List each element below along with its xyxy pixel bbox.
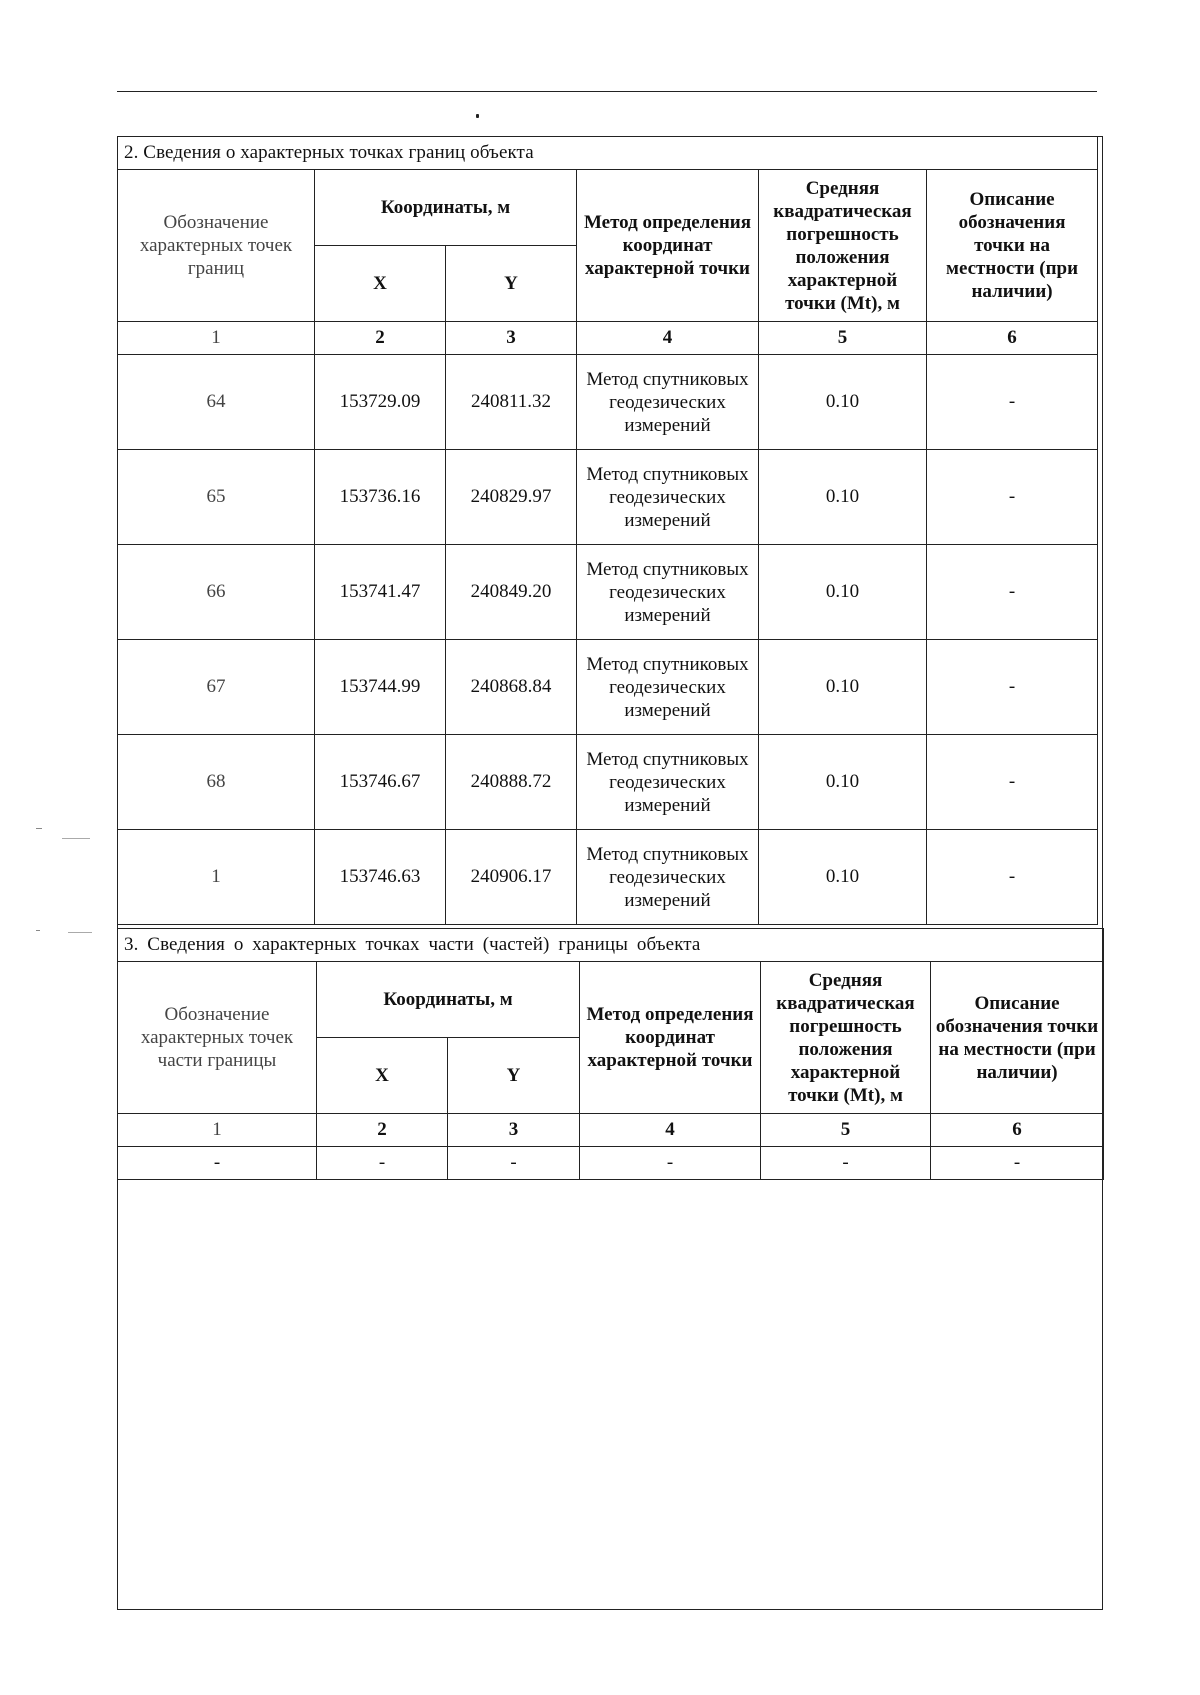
col-point-header: Обозначение характерных точек части границы <box>118 962 317 1114</box>
col-x-header: X <box>317 1038 448 1114</box>
description-cell: - <box>927 640 1098 735</box>
error-cell: 0.10 <box>759 545 927 640</box>
error-cell: 0.10 <box>759 450 927 545</box>
description-cell: - <box>927 545 1098 640</box>
method-cell: - <box>580 1147 761 1180</box>
section3-numbers-row <box>118 1114 1104 1147</box>
x-cell: 153741.47 <box>315 545 446 640</box>
col-point-header: Обозначение характерных точек границ <box>118 170 315 322</box>
section3-table <box>117 928 1104 1180</box>
col-coords-header: Координаты, м <box>317 962 580 1038</box>
y-cell: 240829.97 <box>446 450 577 545</box>
col-x-header: X <box>315 246 446 322</box>
error-cell: - <box>761 1147 931 1180</box>
col-number: 4 <box>577 322 759 355</box>
col-error-header: Средняя квадратическая погрешность положения характерной точки (Mt), м <box>761 962 931 1114</box>
description-cell: - <box>927 735 1098 830</box>
col-number: 3 <box>448 1114 580 1147</box>
col-number: 1 <box>118 1114 317 1147</box>
col-y-header: Y <box>448 1038 580 1114</box>
point-cell: 1 <box>118 830 315 925</box>
method-cell: Метод спутниковых геодезических измерений <box>577 830 759 925</box>
scan-speck <box>62 838 90 839</box>
col-number: 3 <box>446 322 577 355</box>
point-cell: 68 <box>118 735 315 830</box>
section2-header-row <box>118 170 1098 246</box>
description-cell: - <box>927 830 1098 925</box>
dot-mark <box>476 114 479 118</box>
col-error-header: Средняя квадратическая погрешность положения характерной точки (Mt), м <box>759 170 927 322</box>
y-cell: 240906.17 <box>446 830 577 925</box>
method-cell: Метод спутниковых геодезических измерений <box>577 735 759 830</box>
error-cell: 0.10 <box>759 355 927 450</box>
section3-header-row <box>118 962 1104 1038</box>
x-cell: 153736.16 <box>315 450 446 545</box>
table-row <box>118 830 1098 925</box>
method-cell: Метод спутниковых геодезических измерений <box>577 450 759 545</box>
col-y-header: Y <box>446 246 577 322</box>
point-cell: 67 <box>118 640 315 735</box>
col-method-header: Метод определения координат характерной точки <box>580 962 761 1114</box>
error-cell: 0.10 <box>759 640 927 735</box>
y-cell: 240811.32 <box>446 355 577 450</box>
section3-title-row <box>118 929 1104 962</box>
table-row <box>118 450 1098 545</box>
x-cell: 153744.99 <box>315 640 446 735</box>
section2-numbers-row <box>118 322 1098 355</box>
col-number: 2 <box>315 322 446 355</box>
col-number: 2 <box>317 1114 448 1147</box>
table-row <box>118 640 1098 735</box>
col-number: 6 <box>927 322 1098 355</box>
section2-table <box>117 136 1098 925</box>
y-cell: 240888.72 <box>446 735 577 830</box>
point-cell: 65 <box>118 450 315 545</box>
error-cell: 0.10 <box>759 735 927 830</box>
method-cell: Метод спутниковых геодезических измерений <box>577 640 759 735</box>
y-cell: 240849.20 <box>446 545 577 640</box>
section3-title: 3. Сведения о характерных точках части (частей) границы объекта <box>118 929 1104 962</box>
scan-speck <box>36 930 40 931</box>
table-row <box>118 545 1098 640</box>
section2-title-row <box>118 137 1098 170</box>
error-cell: 0.10 <box>759 830 927 925</box>
point-cell: 66 <box>118 545 315 640</box>
table-row <box>118 735 1098 830</box>
blank-area <box>117 1180 1103 1610</box>
col-description-header: Описание обозначения точки на местности (при наличии) <box>931 962 1104 1114</box>
description-cell: - <box>927 450 1098 545</box>
y-cell: - <box>448 1147 580 1180</box>
scan-speck <box>68 932 92 933</box>
x-cell: 153746.67 <box>315 735 446 830</box>
y-cell: 240868.84 <box>446 640 577 735</box>
method-cell: Метод спутниковых геодезических измерений <box>577 355 759 450</box>
col-number: 4 <box>580 1114 761 1147</box>
col-coords-header: Координаты, м <box>315 170 577 246</box>
table-row <box>118 1147 1104 1180</box>
col-method-header: Метод определения координат характерной точки <box>577 170 759 322</box>
description-cell: - <box>927 355 1098 450</box>
x-cell: 153746.63 <box>315 830 446 925</box>
col-number: 5 <box>761 1114 931 1147</box>
x-cell: 153729.09 <box>315 355 446 450</box>
col-number: 6 <box>931 1114 1104 1147</box>
description-cell: - <box>931 1147 1104 1180</box>
scan-speck <box>36 828 42 829</box>
col-number: 5 <box>759 322 927 355</box>
top-rule <box>117 91 1097 92</box>
point-cell: 64 <box>118 355 315 450</box>
section2-title: 2. Сведения о характерных точках границ объекта <box>118 137 1098 170</box>
table-row <box>118 355 1098 450</box>
method-cell: Метод спутниковых геодезических измерений <box>577 545 759 640</box>
col-number: 1 <box>118 322 315 355</box>
col-description-header: Описание обозначения точки на местности (при наличии) <box>927 170 1098 322</box>
x-cell: - <box>317 1147 448 1180</box>
point-cell: - <box>118 1147 317 1180</box>
